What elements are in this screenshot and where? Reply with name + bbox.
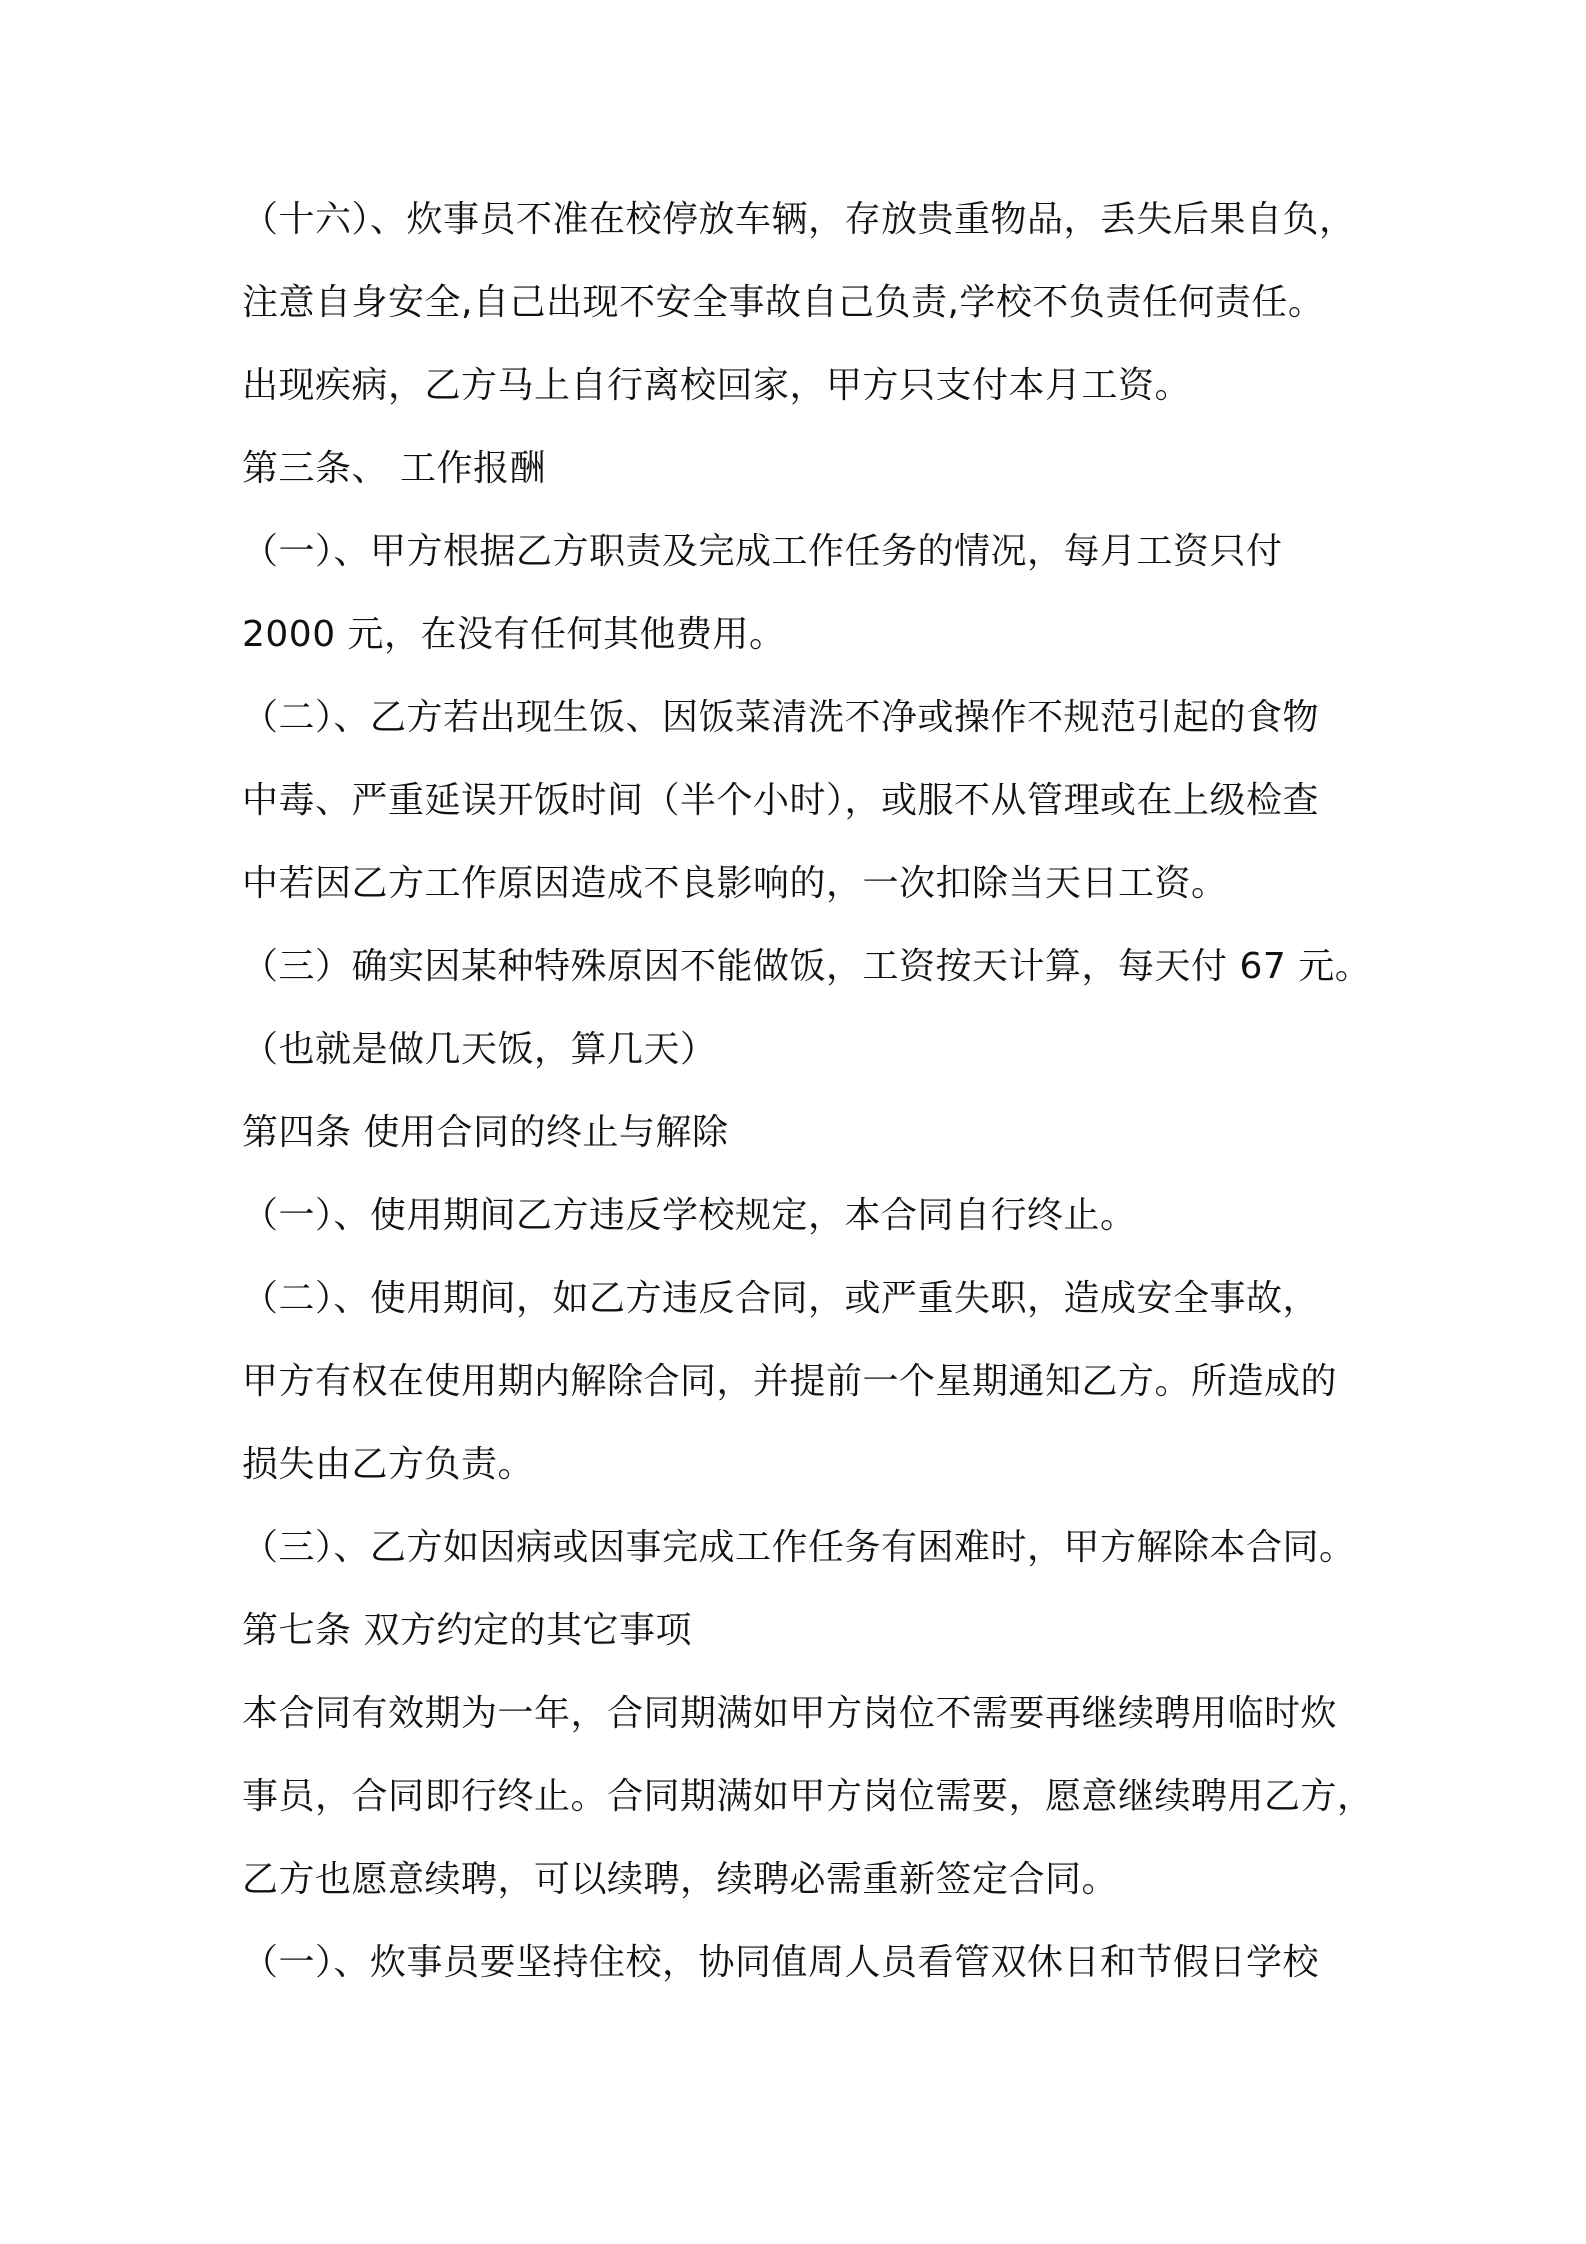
text-line-16: 损失由乙方负责。 <box>242 1444 535 1485</box>
text-line-20: 事员，合同即行终止。合同期满如甲方岗位需要，愿意继续聘用乙方， <box>242 1776 1374 1817</box>
text-line-15: 甲方有权在使用期内解除合同，并提前一个星期通知乙方。所造成的 <box>242 1361 1338 1402</box>
section-heading-4: 第四条 使用合同的终止与解除 <box>242 1112 729 1153</box>
text-line-17: （三）、乙方如因病或因事完成工作任务有困难时，甲方解除本合同。 <box>242 1527 1356 1568</box>
text-line-19: 本合同有效期为一年，合同期满如甲方岗位不需要再继续聘用临时炊 <box>242 1693 1338 1734</box>
text-line-22: （一）、炊事员要坚持住校，协同值周人员看管双休日和节假日学校 <box>242 1942 1320 1983</box>
text-line-6: 2000 元，在没有任何其他费用。 <box>242 614 786 655</box>
text-line-14: （二）、使用期间，如乙方违反合同，或严重失职，造成安全事故， <box>242 1278 1320 1319</box>
text-line-3: 出现疾病，乙方马上自行离校回家，甲方只支付本月工资。 <box>242 365 1192 406</box>
text-line-11: （也就是做几天饭，算几天） <box>242 1029 717 1070</box>
text-line-10: （三）确实因某种特殊原因不能做饭，工资按天计算，每天付 67 元。 <box>242 946 1372 987</box>
text-line-5: （一）、甲方根据乙方职责及完成工作任务的情况，每月工资只付 <box>242 531 1283 572</box>
text-line-21: 乙方也愿意续聘，可以续聘，续聘必需重新签定合同。 <box>242 1859 1119 1900</box>
text-line-1: （十六）、炊事员不准在校停放车辆，存放贵重物品，丢失后果自负， <box>242 199 1356 240</box>
section-heading-7: 第七条 双方约定的其它事项 <box>242 1610 692 1651</box>
text-line-7: （二）、乙方若出现生饭、因饭菜清洗不净或操作不规范引起的食物 <box>242 697 1320 738</box>
text-line-8: 中毒、严重延误开饭时间（半个小时），或服不从管理或在上级检查 <box>242 780 1320 821</box>
text-line-13: （一）、使用期间乙方违反学校规定，本合同自行终止。 <box>242 1195 1137 1236</box>
text-line-9: 中若因乙方工作原因造成不良影响的，一次扣除当天日工资。 <box>242 863 1228 904</box>
section-heading-3: 第三条、 工作报酬 <box>242 448 546 489</box>
text-line-2: 注意自身安全,自己出现不安全事故自己负责,学校不负责任何责任。 <box>242 282 1325 323</box>
